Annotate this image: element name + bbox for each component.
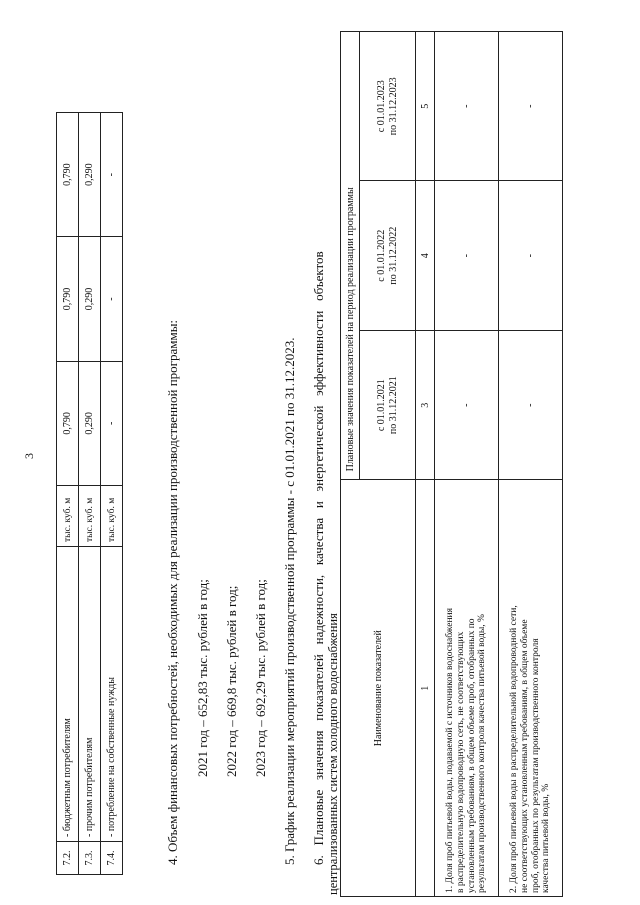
value-2021: - <box>435 330 499 479</box>
indicators-table <box>340 31 563 897</box>
section-6-heading: 6. Плановые значения показателей надежности, качества и энергетической эффективности объектов <box>311 251 326 865</box>
column-number: 3 <box>416 330 435 479</box>
value-2022: - <box>435 181 499 330</box>
table-row <box>435 32 499 897</box>
period-2022: с 01.01.2022 по 31.12.2022 <box>360 181 416 330</box>
table-row <box>101 113 123 875</box>
row-name: - бюджетным потребителям <box>57 547 79 842</box>
finance-2022: 2022 год – 669,8 тыс. рублей в год; <box>224 585 239 777</box>
column-number: 4 <box>416 181 435 330</box>
name-column-header: Наименование показателей <box>341 480 416 897</box>
period-2021: с 01.01.2021 по 31.12.2021 <box>360 330 416 479</box>
indicator-2-name: 2. Доля проб питьевой воды в распределительной водопроводной сети, не соответствующих установленным требованиям, в общем объеме проб, отобранных по результатам производственного контроля качества питьевой воды, % <box>499 480 563 897</box>
indicator-1-name: 1. Доля проб питьевой воды, подаваемой с источников водоснабжения в распределительную водопроводную сеть, не соответствующих установленным требованиям, в общем объеме проб, отобранных по результатам производственного контроля качества питьевой воды, % <box>435 480 499 897</box>
row-number: 7.3. <box>79 842 101 875</box>
column-number: 1 <box>416 480 435 897</box>
section-4-heading: 4. Объем финансовых потребностей, необходимых для реализации производственной программы: <box>165 319 180 865</box>
value-2023: - <box>101 113 123 237</box>
value-2022: 0,290 <box>79 237 101 361</box>
section-5-heading: 5. График реализации мероприятий производственной программы - с 01.01.2021 по 31.12.2023. <box>282 337 297 865</box>
page-number: 3 <box>22 453 36 459</box>
table-row <box>499 32 563 897</box>
row-number: 7.2. <box>57 842 79 875</box>
finance-2021: 2021 год – 652,83 тыс. рублей в год; <box>195 579 210 777</box>
table-row <box>57 113 79 875</box>
value-2023: 0,790 <box>57 113 79 237</box>
value-2022: - <box>101 237 123 361</box>
value-2021: - <box>101 361 123 485</box>
value-2022: - <box>499 181 563 330</box>
section-6-heading-cont: централизованных систем холодного водоснабжения <box>326 613 340 895</box>
table-row <box>79 113 101 875</box>
column-number: 5 <box>416 32 435 182</box>
consumption-table <box>56 112 123 875</box>
value-2023: - <box>435 32 499 182</box>
value-2023: - <box>499 32 563 182</box>
row-unit: тыс. куб. м <box>101 486 123 547</box>
row-unit: тыс. куб. м <box>79 486 101 547</box>
value-2021: 0,790 <box>57 361 79 485</box>
value-2021: - <box>499 330 563 479</box>
row-name: - прочим потребителям <box>79 547 101 842</box>
row-name: - потребление на собственные нужды <box>101 547 123 842</box>
period-2023: с 01.01.2023 по 31.12.2023 <box>360 32 416 182</box>
row-unit: тыс. куб. м <box>57 486 79 547</box>
finance-2023: 2023 год – 692,29 тыс. рублей в год; <box>253 579 268 777</box>
value-2023: 0,290 <box>79 113 101 237</box>
value-2021: 0,290 <box>79 361 101 485</box>
row-number: 7.4. <box>101 842 123 875</box>
value-2022: 0,790 <box>57 237 79 361</box>
column-number-row <box>416 32 435 897</box>
period-header: Плановые значения показателей на период реализации программы <box>341 32 360 480</box>
